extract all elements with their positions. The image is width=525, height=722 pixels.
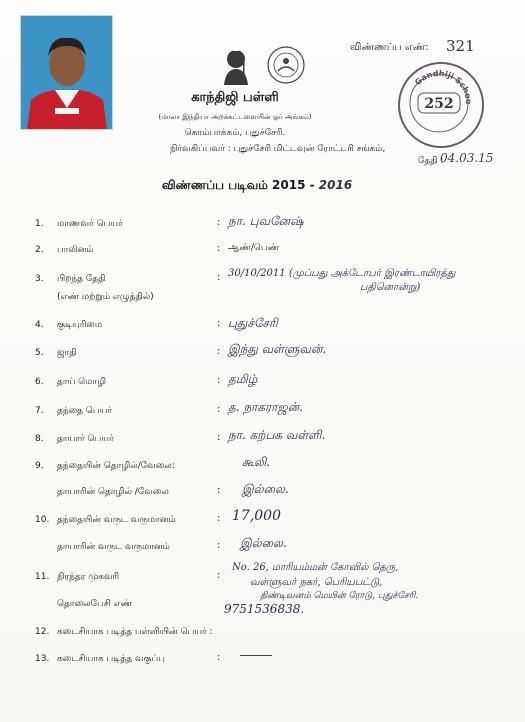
field-value: இல்லை.	[240, 536, 287, 550]
field-value: கூலி.	[242, 455, 271, 469]
stamp-number: 252	[424, 96, 454, 112]
school-administrator: நிர்வகிப்பவர் : புதுச்சேரி மிட்டவுன் ரோட்டரி சங்கம்,	[170, 144, 386, 154]
school-seal	[398, 62, 484, 148]
field-value: இல்லை.	[242, 482, 289, 496]
field-colon: :	[217, 404, 221, 415]
svg-text:Gandhiji School: Gandhiji Schoo	[413, 68, 474, 105]
school-affiliation: (மாலா இந்தியா அறக்கட்டளையின் ஓர் அங்கம்)	[158, 113, 312, 121]
field-number: 9.	[35, 461, 44, 471]
form-title-year-end: 2016	[318, 178, 353, 192]
student-photo	[20, 15, 113, 130]
school-name: காந்திஜி பள்ளி	[191, 90, 279, 105]
school-address: கொம்பாக்கம், புதுச்சேரி.	[184, 128, 286, 138]
field-colon: :	[217, 346, 221, 357]
field-colon: :	[217, 485, 221, 496]
date-label: தேதி :	[418, 156, 444, 166]
field-label: தாயாரின் வருட வருமானம்	[57, 542, 170, 552]
field-label: குடியுரிமை	[57, 320, 103, 330]
field-label: தாயாரின் தொழில் /வேலை	[57, 487, 169, 497]
field-label: தாயார் பெயர்	[57, 434, 114, 444]
field-value: தமிழ்	[228, 372, 258, 386]
field-label: தந்தையின் வருட வருமானம்	[57, 515, 176, 525]
application-number-label: விண்ணப்ப எண்:	[350, 42, 429, 53]
field-value: 9751536838.	[224, 602, 305, 616]
field-label-sub: (எண் மற்றும் எழுத்தில்)	[57, 292, 154, 302]
field-value: நா. கற்பக வள்ளி.	[228, 428, 326, 442]
field-label: பாலினம்	[57, 245, 94, 255]
field-number: 4.	[35, 320, 44, 330]
field-label: தந்தையின் தொழில்/வேலை:	[57, 461, 175, 471]
field-value: 30/10/2011 (முப்பது அக்டோபர் இரண்டாயிரத்து	[228, 268, 456, 279]
field-number: 11.	[35, 572, 50, 582]
field-value: நா. புவனேஷ்	[228, 214, 304, 228]
blank-line	[240, 655, 272, 656]
field-label: நிரந்தர முகவரி	[57, 572, 120, 582]
field-value: No. 26, மாரியம்மன் கோவில் தெரு,	[232, 562, 399, 573]
field-label: கடைசியாக படித்த வகுப்பு	[57, 654, 165, 664]
field-value: 17,000	[232, 508, 281, 524]
field-colon: :	[217, 272, 221, 283]
field-value-line2: வள்ளுவர் நகர், பெரியபட்டு,	[250, 577, 383, 588]
field-value: ஆண்/பெண்	[228, 243, 280, 253]
field-label: கடைசியாக படித்த பள்ளியின் பெயர் :	[57, 627, 213, 637]
field-colon: :	[217, 652, 221, 663]
field-number: 8.	[35, 434, 44, 444]
field-label: ஜாதி	[57, 348, 77, 358]
field-number: 13.	[35, 654, 50, 664]
field-number: 2.	[35, 245, 44, 255]
field-number: 6.	[35, 377, 44, 387]
field-value: புதுச்சேரி	[228, 316, 278, 330]
field-label: தொலைபேசி எண்	[57, 599, 133, 609]
field-value-line2: பதினொன்று)	[360, 282, 421, 293]
field-label: பிறந்த தேதி	[57, 274, 106, 284]
form-title	[162, 178, 352, 194]
date-value: 04.03.15	[440, 151, 494, 165]
field-number: 7.	[35, 406, 44, 416]
form-title-text: விண்ணப்ப படிவம் 2015 -	[162, 178, 319, 192]
foundation-emblem	[266, 45, 306, 85]
field-value-line3: திண்டிவனம் மெயின் ரோடு, புதுச்சேரி.	[260, 591, 419, 601]
field-number: 10.	[35, 515, 50, 525]
field-number: 12.	[35, 627, 50, 637]
field-colon: :	[217, 375, 221, 386]
field-colon: :	[217, 432, 221, 443]
field-label: தந்தை பெயர்	[57, 406, 112, 416]
field-value: த. நாகராஜன்.	[228, 400, 304, 414]
field-number: 5.	[35, 348, 44, 358]
gandhi-logo	[218, 45, 254, 85]
field-colon: :	[217, 243, 221, 254]
field-label: தாய் மொழி	[57, 377, 106, 387]
field-colon: :	[217, 570, 221, 581]
field-number: 1.	[35, 219, 44, 229]
field-colon: :	[217, 318, 221, 329]
field-value: இந்து வள்ளுவன்.	[228, 342, 327, 356]
field-colon: :	[217, 540, 221, 551]
field-colon: :	[217, 217, 221, 228]
application-number: 321	[446, 37, 475, 55]
field-colon: :	[217, 513, 221, 524]
field-label: மாணவர் பெயர்	[57, 219, 123, 229]
field-number: 3.	[35, 274, 44, 284]
